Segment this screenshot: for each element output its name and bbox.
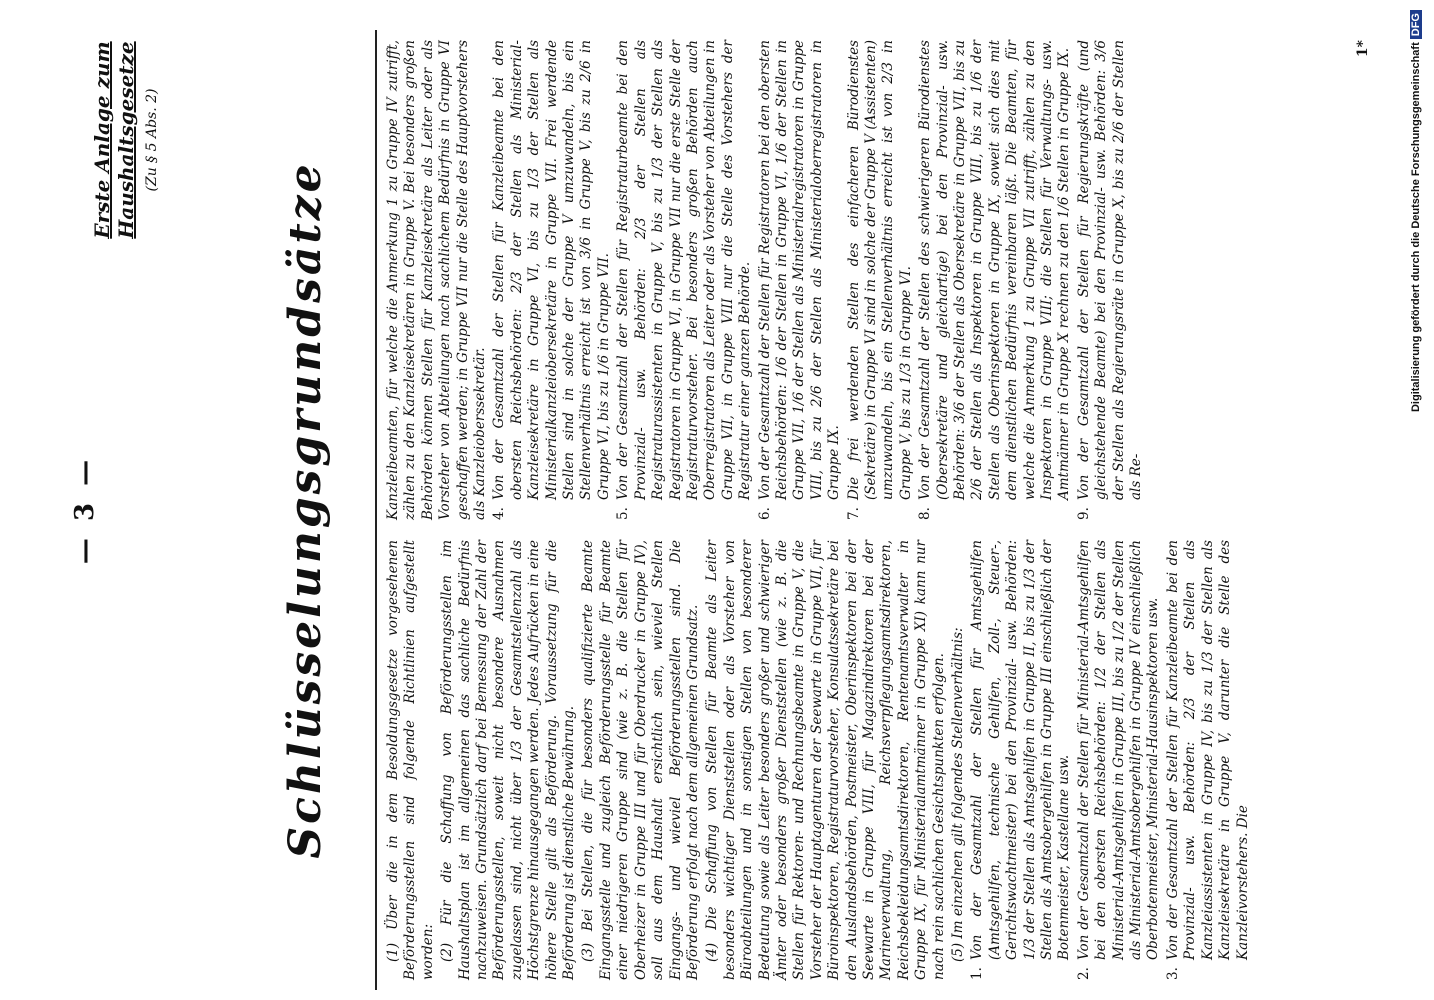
paragraph-1: (1) Über die in dem Besoldungsgesetze vorgesehenen Beförderungsstellen sind folgende Richtlinien aufgestellt worden: (385, 540, 436, 980)
continued-paragraph: Kanzleibeamten, für welche die Anmerkung 1 zu Gruppe IV zutrifft, zählen zu den Kanzleisekretären in Gruppe V. Bei besonders großen Behörden können Stellen für Kanzleisekretäre als Leiter oder als Vorsteher von Abteilungen nach sachlichem Bedürfnis in Gruppe VI geschaffen werden; in Gruppe VII nur die Stelle des Hauptvorstehers als Kanzleioberssekretär. (385, 40, 489, 520)
annex-reference: (Zu § 5 Abs. 2) (144, 88, 160, 192)
list-item: 5. Von der Gesamtzahl der Stellen für Registraturbeamte bei den Provinzial- usw. Behörden: 2/3 der Stellen als Registraturassistenten in Gruppe V, bis zu 1/3 der Stellen als Registratoren in Gruppe VI, in Gruppe VII nur die erste Stelle der Registraturvorsteher. Bei besonders großen Behörden auch Oberregistratoren als Leiter oder als Vorsteher von Abteilungen in Gruppe VII, in Gruppe VIII nur die Stelle des Vorstehers der Registratur einer ganzen Behörde. (615, 40, 754, 520)
digitization-credit: Digitalisierung gefördert durch die Deutsche Forschungsgemeinschaft (1410, 42, 1422, 413)
paragraph-3: (3) Bei Stellen, die für besonders qualifizierte Beamte Eingangsstelle und zugleich Beförderungsstelle für Beamte einer niedrigeren Gruppe sind (wie z. B. die Stellen für Oberheizer in Gruppe III und für Oberdrucker in Gruppe IV), soll aus dem Haushalt ersichtlich sein, wieviel Stellen Eingangs- und wieviel Beförderungsstellen sind. Die Beförderung erfolgt nach dem allgemeinen Grundsatz. (580, 540, 701, 980)
left-column (385, 540, 1254, 980)
right-column (385, 40, 1147, 520)
list-item-text: Von der Gesamtzahl der Stellen für Registraturbeamte bei den Provinzial- usw. Behörden: 2/3 der Stellen als Registraturassistenten in Gruppe V, bis zu 1/3 der Stellen als Registratoren in Gruppe VI, in Gruppe VII nur die erste Stelle der Registraturvorsteher. Bei besonders großen Behörden auch Oberregistratoren als Leiter oder als Vorsteher von Abteilungen in Gruppe VII, in Gruppe VIII nur die Stelle des Vorstehers der Registratur einer ganzen Behörde. (615, 40, 754, 500)
list-item-text: Von der Gesamtzahl der Stellen für Regierungskräfte (und gleichstehende Beamte) bei den Provinzial- usw. Behörden: 3/6 der Stellen als Regierungsräte in Gruppe X, bis zu 2/6 der Stellen als Re- (1075, 40, 1145, 500)
title-rule (375, 30, 377, 990)
list-item: 4. Von der Gesamtzahl der Stellen für Kanzleibeamte bei den obersten Reichsbehörden: 2/3 der Stellen als Ministerial-Kanzleisekretäre in Gruppe VI, bis zu 1/3 der Stellen als Ministerialkanzleiobersekretäre in Gruppe VII. Frei werdende Stellen sind in solche der Gruppe V umzuwandeln, bis ein Stellenverhältnis erreicht ist von 3/6 in Gruppe V, bis zu 2/6 in Gruppe VI, bis zu 1/6 in Gruppe VII. (491, 40, 612, 520)
list-item-text: Von der Gesamtzahl der Stellen für Amtsgehilfen (Amtsgehilfen, technische Gehilfen, Zoll-, Steuer-, Gerichtswachtmeister) bei den Provinzial- usw. Behörden: 1/3 der Stellen als Amtsgehilfen in Gruppe II, bis zu 1/3 der Stellen als Amtsobergehilfen in Gruppe III einschließlich der Botenmeister, Kastellane usw. (969, 540, 1073, 960)
list-item: 7. Die frei werdenden Stellen des einfacheren Bürodienstes (Sekretäre) in Gruppe VI sind in solche der Gruppe V (Assistenten) umzuwandeln, bis ein Stellenverhältnis erreicht ist von 2/3 in Gruppe V, bis zu 1/3 in Gruppe VI. (845, 40, 914, 520)
list-item: 3. Von der Gesamtzahl der Stellen für Kanzleibeamte bei den Provinzial- usw. Behörden: 2/3 der Stellen als Kanzleiassistenten in Gruppe IV, bis zu 1/3 der Stellen als Kanzleisekretäre in Gruppe V, darunter die Stelle des Kanzleivorstehers. Die (1164, 540, 1251, 980)
list-item: 8. Von der Gesamtzahl der Stellen des schwierigeren Bürodienstes (Obersekretäre und gleichartige) bei den Provinzial- usw. Behörden: 3/6 der Stellen als Obersekretäre in Gruppe VII, bis zu 2/6 der Stellen als Inspektoren in Gruppe VIII, bis zu 1/6 der Stellen als Oberinspektoren in Gruppe IX, soweit sich dies mit dem dienstlichen Bedürfnis vereinbaren läßt. Die Beamten, für welche die Anmerkung 1 zu Gruppe VII zutrifft, zählen zu den Inspektoren in Gruppe VIII; die Stellen für Verwaltungs- usw. Amtmänner in Gruppe X rechnen zu den 1/6 Stellen in Gruppe IX. (917, 40, 1073, 520)
paragraph-2: (2) Für die Schaffung von Beförderungsstellen im Haushaltsplan ist im allgemeinen das sachliche Bedürfnis nachzuweisen. Grundsätzlich darf bei Bemessung der Zahl der Beförderungsstellen, soweit nicht besondere Ausnahmen zugelassen sind, nicht über 1/3 der Gesamtstellenzahl als Höchstgrenze hinausgegangen werden. Jedes Aufrücken in eine höhere Stelle gilt als Beförderung. Voraussetzung für die Beförderung ist dienstliche Bewährung. (439, 540, 578, 980)
signature-mark: 1* (1355, 40, 1371, 58)
list-item-text: Von der Gesamtzahl der Stellen für Registratoren bei den obersten Reichsbehörden: 1/6 der Stellen in Gruppe VI, 1/6 der Stellen in Gruppe VII, 1/6 der Stellen als Ministerialregistratoren in Gruppe VIII, bis zu 2/6 der Stellen als Ministerialoberregistratoren in Gruppe IX. (756, 40, 843, 500)
paragraph-5: (5) Im einzelnen gilt folgendes Stellenverhältnis: (950, 627, 966, 962)
rotated-page (30, 30, 1390, 990)
annex-title: Erste Anlage zum Haushaltsgesetze (90, 41, 138, 239)
digitization-credit-strip (1410, 10, 1430, 990)
list-item-text: Von der Gesamtzahl der Stellen des schwierigeren Bürodienstes (Obersekretäre und gleichartige) bei den Provinzial- usw. Behörden: 3/6 der Stellen als Obersekretäre in Gruppe VII, bis zu 2/6 der Stellen als Inspektoren in Gruppe VIII, bis zu 1/6 der Stellen als Oberinspektoren in Gruppe IX, soweit sich dies mit dem dienstlichen Bedürfnis vereinbaren läßt. Die Beamten, für welche die Anmerkung 1 zu Gruppe VII zutrifft, zählen zu den Inspektoren in Gruppe VIII; die Stellen für Verwaltungs- usw. Amtmänner in Gruppe X rechnen zu den 1/6 Stellen in Gruppe IX. (917, 40, 1073, 500)
page-number: — 3 — (70, 455, 100, 565)
dfg-logo: DFG (1410, 10, 1422, 39)
annex-header (90, 40, 160, 240)
list-item: 9. Von der Gesamtzahl der Stellen für Regierungskräfte (und gleichstehende Beamte) bei den Provinzial- usw. Behörden: 3/6 der Stellen als Regierungsräte in Gruppe X, bis zu 2/6 der Stellen als Re- (1075, 40, 1145, 520)
list-item: 1. Von der Gesamtzahl der Stellen für Amtsgehilfen (Amtsgehilfen, technische Gehilfen, Zoll-, Steuer-, Gerichtswachtmeister) bei den Provinzial- usw. Behörden: 1/3 der Stellen als Amtsgehilfen in Gruppe II, bis zu 1/3 der Stellen als Amtsobergehilfen in Gruppe III einschließlich der Botenmeister, Kastellane usw. (969, 540, 1073, 980)
list-item-text: Von der Gesamtzahl der Stellen für Kanzleibeamte bei den Provinzial- usw. Behörden: 2/3 der Stellen als Kanzleiassistenten in Gruppe IV, bis zu 1/3 der Stellen als Kanzleisekretäre in Gruppe V, darunter die Stelle des Kanzleivorstehers. Die (1164, 540, 1251, 960)
list-item: 6. Von der Gesamtzahl der Stellen für Registratoren bei den obersten Reichsbehörden: 1/6 der Stellen in Gruppe VI, 1/6 der Stellen in Gruppe VII, 1/6 der Stellen als Ministerialregistratoren in Gruppe VIII, bis zu 2/6 der Stellen als Ministerialoberregistratoren in Gruppe IX. (756, 40, 843, 520)
paragraph-4: (4) Die Schaffung von Stellen für Beamte als Leiter besonders wichtiger Dienststellen oder als Vorsteher von Büroabteilungen und in sonstigen Stellen von besonderer Bedeutung sowie als Leiter besonders großer und schwieriger Ämter oder besonders großer Dienststellen (wie z. B. die Stellen für Rektoren- und Rechnungsbeamte in Gruppe V, die Vorsteher der Hauptagenturen der Seewarte in Gruppe VII, für Büroinspektoren, Registraturvorsteher, Konsulatssekretäre bei den Auslandsbehörden, Postmeister, Oberinspektoren bei der Seewarte in Gruppe VIII, für Magazindirektoren bei der Marineverwaltung, Reichsverpflegungsamtsdirektoren, Reichsbekleidungsamtsdirektoren, Rentenamtsverwalter in Gruppe IX, für Ministerialamtmänner in Gruppe XI) kann nur nach rein sachlichen Gesichtspunkten erfolgen. (704, 540, 947, 980)
list-item: 2. Von der Gesamtzahl der Stellen für Ministerial-Amtsgehilfen bei den obersten Reichsbehörden: 1/2 der Stellen als Ministerial-Amtsgehilfen in Gruppe III, bis zu 1/2 der Stellen als Ministerial-Amtsobergehilfen in Gruppe IV einschließlich Oberbotenmeister, Ministerial-Hausinspektoren usw. (1075, 540, 1162, 980)
page-title: Schlüsselungsgrundsätze (280, 161, 331, 859)
list-item-text: Von der Gesamtzahl der Stellen für Ministerial-Amtsgehilfen bei den obersten Reichsbehörden: 1/2 der Stellen als Ministerial-Amtsgehilfen in Gruppe III, bis zu 1/2 der Stellen als Ministerial-Amtsobergehilfen in Gruppe IV einschließlich Oberbotenmeister, Ministerial-Hausinspektoren usw. (1075, 540, 1162, 960)
list-item-text: Die frei werdenden Stellen des einfacheren Bürodienstes (Sekretäre) in Gruppe VI sind in solche der Gruppe V (Assistenten) umzuwandeln, bis ein Stellenverhältnis erreicht ist von 2/3 in Gruppe V, bis zu 1/3 in Gruppe VI. (845, 40, 914, 500)
list-item-text: Von der Gesamtzahl der Stellen für Kanzleibeamte bei den obersten Reichsbehörden: 2/3 der Stellen als Ministerial-Kanzleisekretäre in Gruppe VI, bis zu 1/3 der Stellen als Ministerialkanzleiobersekretäre in Gruppe VII. Frei werdende Stellen sind in solche der Gruppe V umzuwandeln, bis ein Stellenverhältnis erreicht ist von 3/6 in Gruppe V, bis zu 2/6 in Gruppe VI, bis zu 1/6 in Gruppe VII. (491, 40, 612, 500)
